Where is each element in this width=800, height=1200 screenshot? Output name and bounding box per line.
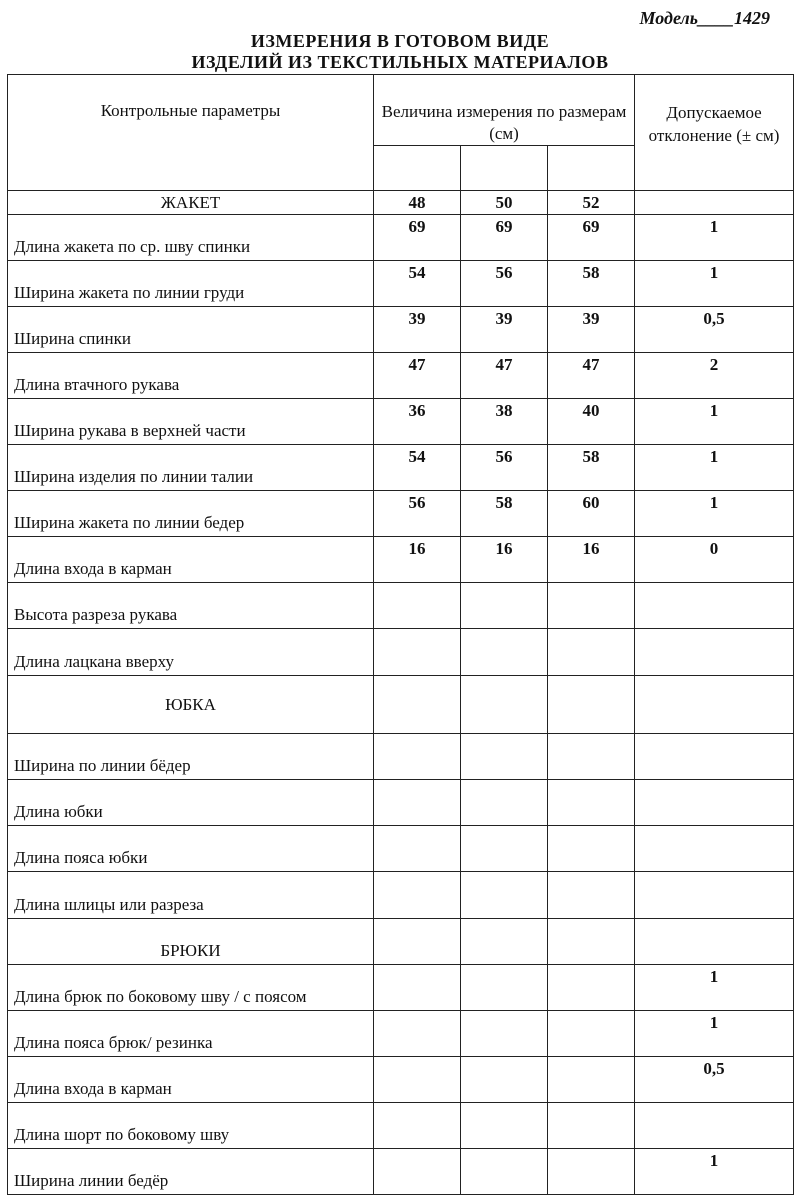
- size-value-3: [548, 872, 635, 919]
- size-value-3: 16: [548, 537, 635, 583]
- size-value-3: 58: [548, 445, 635, 491]
- table-row: [8, 1011, 794, 1057]
- parameter-label: Ширина линии бедёр: [8, 1149, 374, 1195]
- size-value-2: [461, 826, 548, 872]
- tolerance-value: [635, 734, 794, 780]
- size-value-3: [548, 965, 635, 1011]
- table-row: [8, 965, 794, 1011]
- size-value-1: [374, 919, 461, 965]
- size-value-1: [374, 1011, 461, 1057]
- size-value-2: [461, 1103, 548, 1149]
- tolerance-value: 1: [635, 1149, 794, 1195]
- parameter-label: Ширина по линии бёдер: [8, 734, 374, 780]
- header-size-cell-1: [374, 146, 461, 191]
- table-row: [8, 1149, 794, 1195]
- size-value-1: [374, 676, 461, 734]
- size-value-3: 58: [548, 261, 635, 307]
- size-value-2: 69: [461, 215, 548, 261]
- size-value-2: [461, 872, 548, 919]
- size-value-1: [374, 583, 461, 629]
- size-value-3: [548, 734, 635, 780]
- size-value-1: [374, 1103, 461, 1149]
- tolerance-value: [635, 919, 794, 965]
- parameter-label: Длина шлицы или разреза: [8, 872, 374, 919]
- tolerance-value: 1: [635, 445, 794, 491]
- size-value-1: [374, 734, 461, 780]
- table-row: [8, 872, 794, 919]
- size-value-3: [548, 1103, 635, 1149]
- tolerance-value: [635, 780, 794, 826]
- table-row: [8, 445, 794, 491]
- table-row: [8, 734, 794, 780]
- table-row: [8, 307, 794, 353]
- size-value-2: [461, 1149, 548, 1195]
- section-label: ЮБКА: [8, 676, 374, 734]
- table-row: [8, 780, 794, 826]
- size-value-3: [548, 1011, 635, 1057]
- size-value-3: 52: [548, 191, 635, 215]
- size-value-3: [548, 629, 635, 676]
- section-label: ЖАКЕТ: [8, 191, 374, 215]
- tolerance-value: 0,5: [635, 1057, 794, 1103]
- size-value-3: 39: [548, 307, 635, 353]
- table-row: [8, 583, 794, 629]
- tolerance-value: 2: [635, 353, 794, 399]
- tolerance-value: 1: [635, 1011, 794, 1057]
- size-value-2: [461, 1057, 548, 1103]
- header-tolerance: Допускаемое отклонение (± см): [635, 75, 794, 191]
- size-value-1: [374, 826, 461, 872]
- parameter-label: Ширина изделия по линии талии: [8, 445, 374, 491]
- size-value-2: [461, 583, 548, 629]
- parameter-label: Ширина жакета по линии груди: [8, 261, 374, 307]
- parameter-label: Ширина рукава в верхней части: [8, 399, 374, 445]
- tolerance-value: [635, 629, 794, 676]
- size-value-2: [461, 734, 548, 780]
- tolerance-value: [635, 1103, 794, 1149]
- model-number: Модель____1429: [639, 8, 770, 28]
- parameter-label: Длина пояса брюк/ резинка: [8, 1011, 374, 1057]
- parameter-label: Длина лацкана вверху: [8, 629, 374, 676]
- tolerance-value: [635, 826, 794, 872]
- size-value-3: 40: [548, 399, 635, 445]
- tolerance-value: 0: [635, 537, 794, 583]
- parameter-label: Ширина жакета по линии бедер: [8, 491, 374, 537]
- tolerance-value: 1: [635, 215, 794, 261]
- section-row: [8, 676, 794, 734]
- size-value-3: 60: [548, 491, 635, 537]
- size-value-2: 56: [461, 445, 548, 491]
- document-title-line-1: ИЗМЕРЕНИЯ В ГОТОВОМ ВИДЕ: [250, 31, 550, 51]
- size-value-2: [461, 780, 548, 826]
- tolerance-value: 1: [635, 965, 794, 1011]
- size-value-1: 36: [374, 399, 461, 445]
- size-value-3: [548, 676, 635, 734]
- size-value-2: 58: [461, 491, 548, 537]
- size-value-3: 69: [548, 215, 635, 261]
- parameter-label: Длина шорт по боковому шву: [8, 1103, 374, 1149]
- tolerance-value: [635, 191, 794, 215]
- section-label: БРЮКИ: [8, 919, 374, 965]
- size-value-1: [374, 872, 461, 919]
- size-value-1: 47: [374, 353, 461, 399]
- table-row: [8, 215, 794, 261]
- size-value-1: [374, 1149, 461, 1195]
- header-control-parameters: Контрольные параметры: [8, 75, 374, 191]
- size-value-1: 54: [374, 261, 461, 307]
- size-value-3: [548, 583, 635, 629]
- tolerance-value: [635, 676, 794, 734]
- size-value-2: [461, 676, 548, 734]
- table-row: [8, 491, 794, 537]
- table-row: [8, 1103, 794, 1149]
- size-value-3: [548, 780, 635, 826]
- size-value-2: 16: [461, 537, 548, 583]
- size-value-1: [374, 1057, 461, 1103]
- size-value-2: 50: [461, 191, 548, 215]
- tolerance-value: 1: [635, 491, 794, 537]
- size-value-2: 38: [461, 399, 548, 445]
- size-value-1: 54: [374, 445, 461, 491]
- parameter-label: Высота разреза рукава: [8, 583, 374, 629]
- parameter-label: Длина входа в карман: [8, 537, 374, 583]
- parameter-label: Длина втачного рукава: [8, 353, 374, 399]
- header-size-cell-3: [548, 146, 635, 191]
- parameter-label: Длина брюк по боковому шву / с поясом: [8, 965, 374, 1011]
- header-size-cell-2: [461, 146, 548, 191]
- size-value-1: 69: [374, 215, 461, 261]
- section-row: [8, 191, 794, 215]
- table-row: [8, 629, 794, 676]
- table-row: [8, 261, 794, 307]
- tolerance-value: [635, 583, 794, 629]
- size-value-3: [548, 1057, 635, 1103]
- size-value-1: 48: [374, 191, 461, 215]
- tolerance-value: [635, 872, 794, 919]
- size-value-2: 47: [461, 353, 548, 399]
- size-value-3: [548, 919, 635, 965]
- size-value-1: [374, 965, 461, 1011]
- parameter-label: Длина жакета по ср. шву спинки: [8, 215, 374, 261]
- table-row: [8, 826, 794, 872]
- size-value-2: 39: [461, 307, 548, 353]
- size-value-2: [461, 965, 548, 1011]
- size-value-1: [374, 629, 461, 676]
- size-value-2: 56: [461, 261, 548, 307]
- tolerance-value: 1: [635, 399, 794, 445]
- table-row: [8, 353, 794, 399]
- table-row: [8, 1057, 794, 1103]
- header-size-values: Величина измерения по размерам (см): [374, 75, 635, 146]
- parameter-label: Ширина спинки: [8, 307, 374, 353]
- parameter-label: Длина пояса юбки: [8, 826, 374, 872]
- size-value-1: 39: [374, 307, 461, 353]
- size-value-2: [461, 1011, 548, 1057]
- section-row: [8, 919, 794, 965]
- tolerance-value: 1: [635, 261, 794, 307]
- size-value-2: [461, 919, 548, 965]
- size-value-1: 56: [374, 491, 461, 537]
- parameter-label: Длина входа в карман: [8, 1057, 374, 1103]
- size-value-3: 47: [548, 353, 635, 399]
- tolerance-value: 0,5: [635, 307, 794, 353]
- table-row: [8, 537, 794, 583]
- measurements-table: [7, 74, 794, 1195]
- size-value-1: [374, 780, 461, 826]
- size-value-2: [461, 629, 548, 676]
- table-row: [8, 399, 794, 445]
- document-title-line-2: ИЗДЕЛИЙ ИЗ ТЕКСТИЛЬНЫХ МАТЕРИАЛОВ: [191, 52, 609, 72]
- size-value-3: [548, 826, 635, 872]
- parameter-label: Длина юбки: [8, 780, 374, 826]
- size-value-3: [548, 1149, 635, 1195]
- size-value-1: 16: [374, 537, 461, 583]
